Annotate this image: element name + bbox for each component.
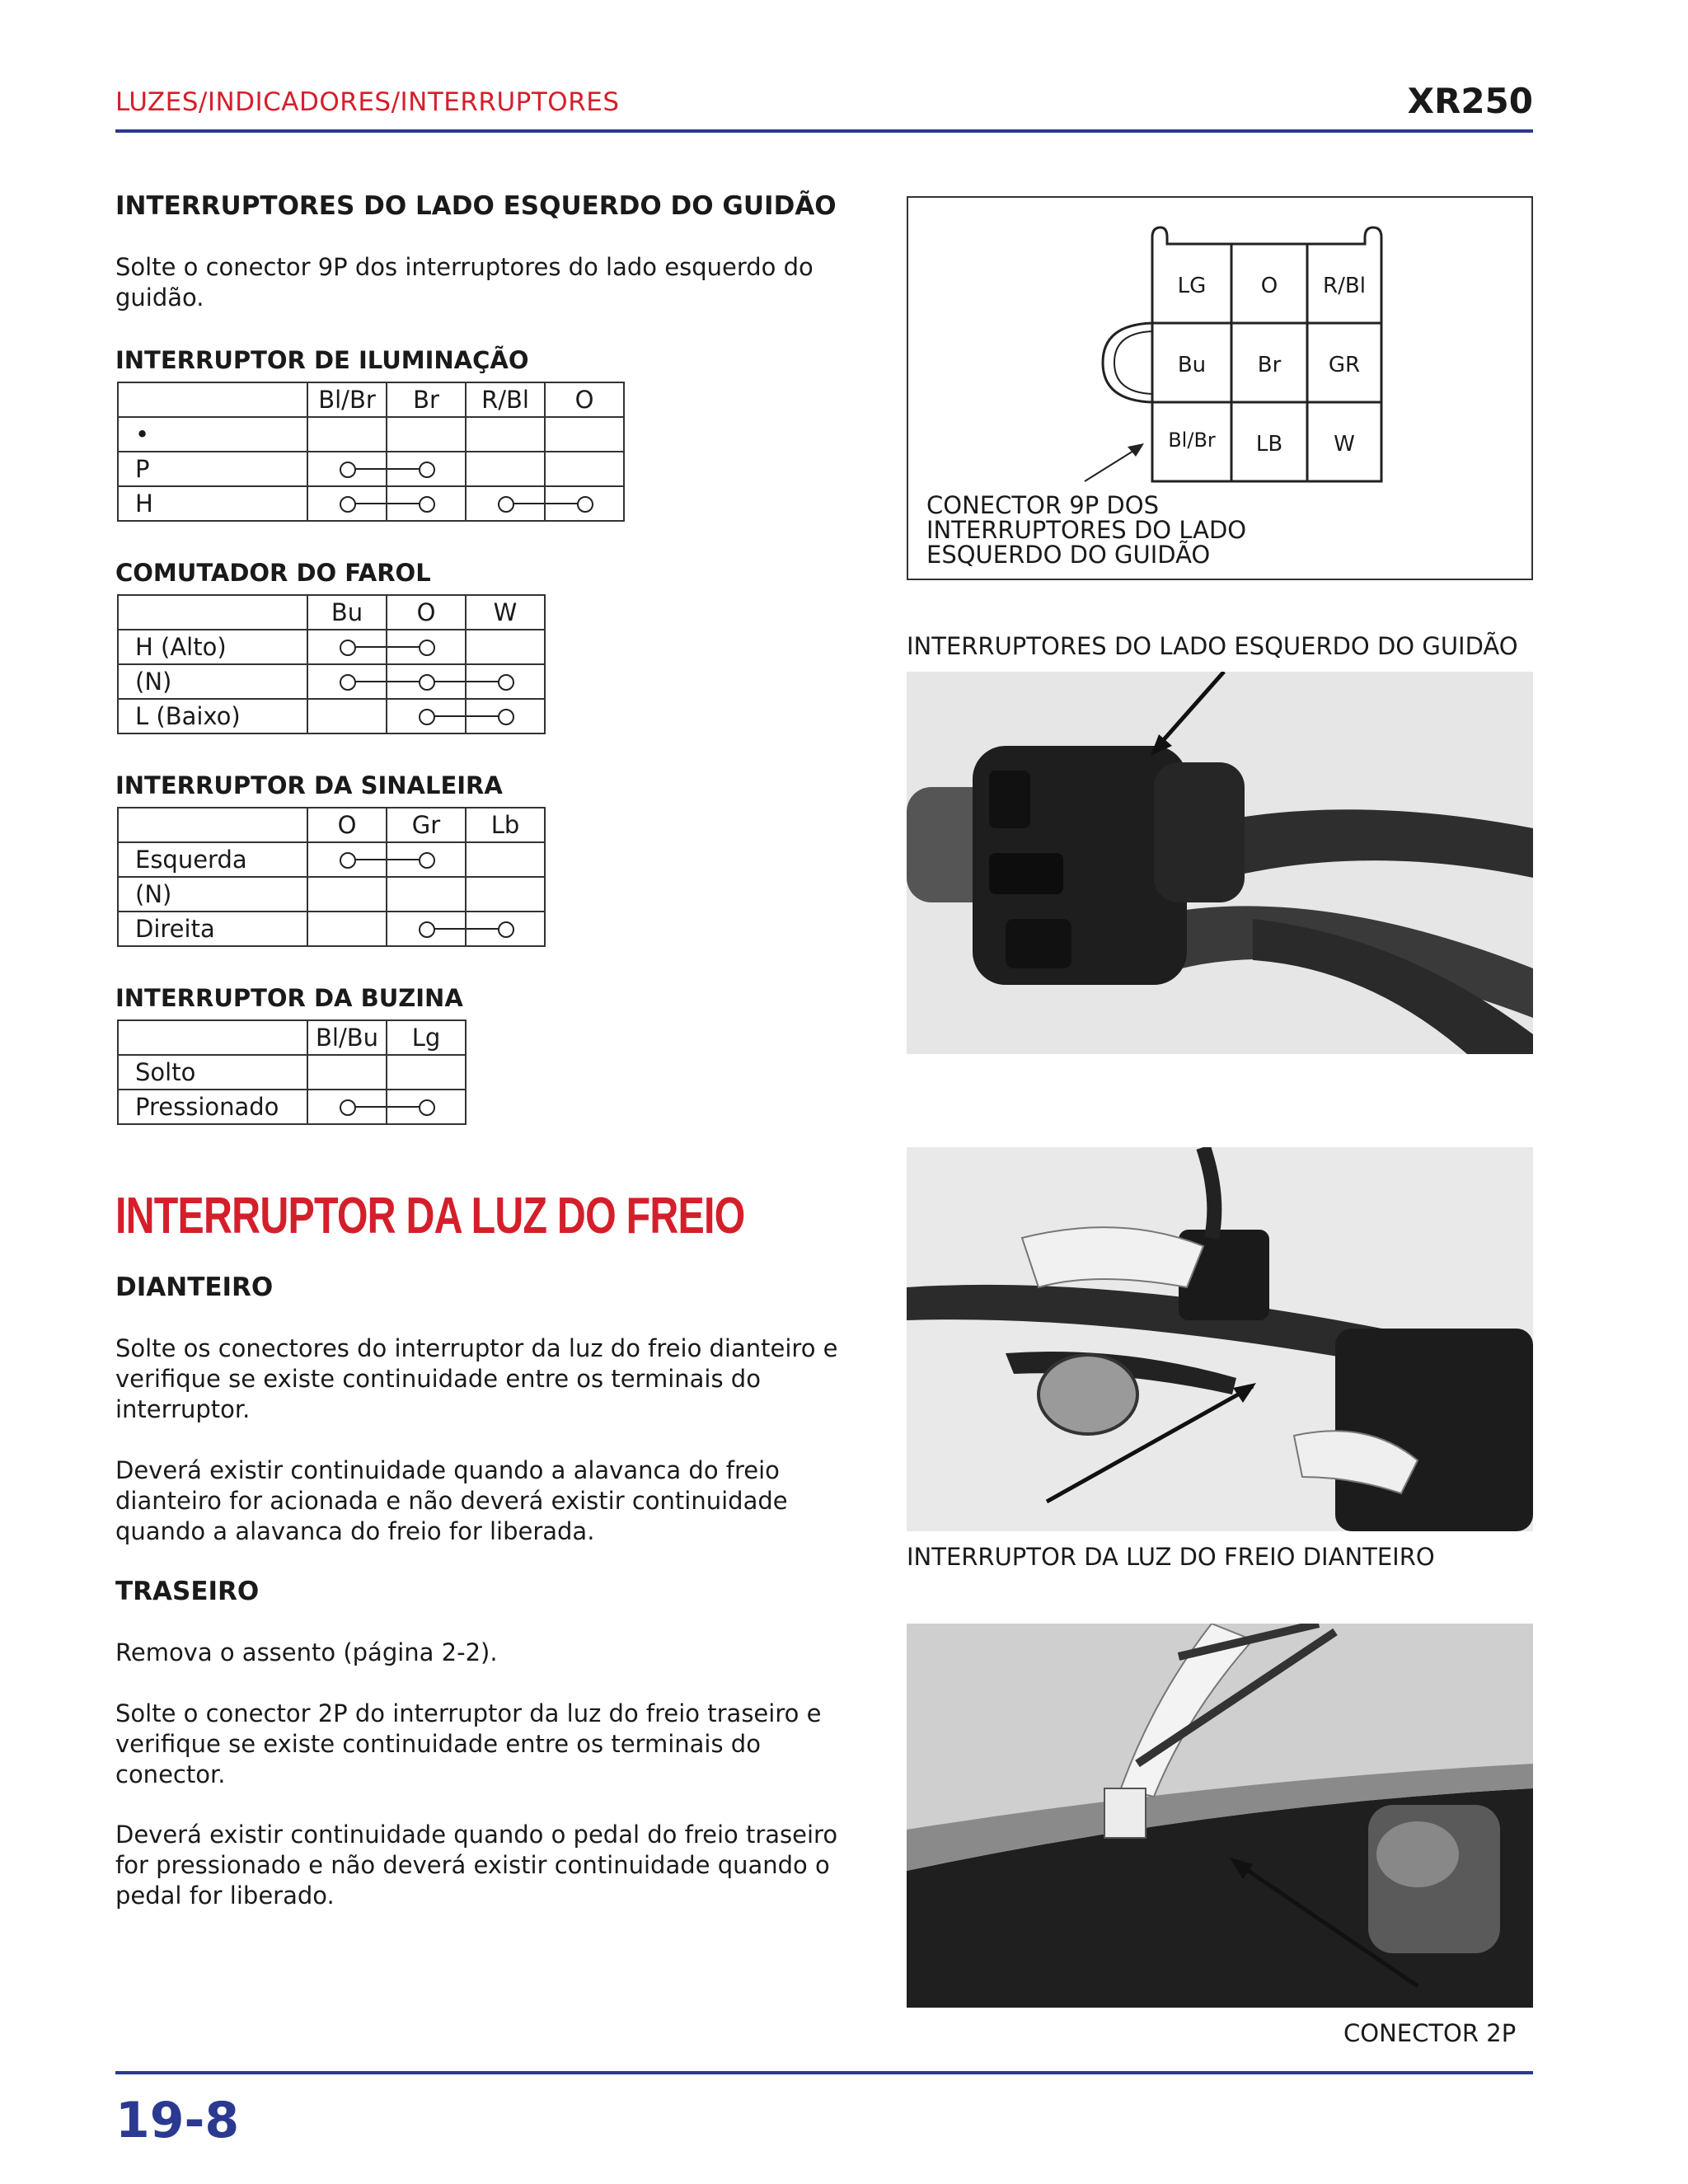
continuity-node <box>340 640 356 656</box>
handlebar-switches-photo <box>907 672 1533 1054</box>
continuity-cell <box>307 1090 387 1124</box>
continuity-cell <box>387 912 466 946</box>
continuity-cell <box>466 912 545 946</box>
continuity-node <box>419 709 435 725</box>
rear-brake-heading: TRASEIRO <box>115 1577 260 1606</box>
pin-label: Bu <box>1177 353 1207 377</box>
horn-switch-heading: INTERRUPTOR DA BUZINA <box>115 984 463 1012</box>
pin-label: Br <box>1257 353 1282 377</box>
connector-caption <box>926 493 1246 567</box>
connector-caption-line: ESQUERDO DO GUIDÃO <box>926 541 1211 569</box>
left-switches-heading: INTERRUPTORES DO LADO ESQUERDO DO GUIDÃO <box>115 191 837 221</box>
front-brake-paragraph-1: Solte os conectores do interruptor da luz do freio dianteiro e verifique se existe continuidade entre os terminais do interruptor. <box>115 1334 838 1423</box>
connector-caption-line: INTERRUPTORES DO LADO <box>926 516 1247 544</box>
row-label: H <box>118 486 307 521</box>
row-label: Esquerda <box>118 842 307 877</box>
turn-switch-heading: INTERRUPTOR DA SINALEIRA <box>115 771 503 799</box>
photo-caption: CONECTOR 2P <box>1343 2019 1517 2047</box>
column-header: Bu <box>307 595 387 630</box>
rear-brake-connector-photo <box>907 1624 1533 2008</box>
pin-label: R/Bl <box>1323 274 1366 298</box>
model-name: XR250 <box>1407 81 1533 121</box>
rear-brake-connector-illustration <box>907 1624 1533 2008</box>
front-brake-heading: DIANTEIRO <box>115 1272 274 1302</box>
row-label: Solto <box>118 1055 307 1090</box>
pin-label: O <box>1260 274 1278 298</box>
page-number: 19-8 <box>115 2092 240 2149</box>
pin-label: GR <box>1328 353 1361 377</box>
continuity-cell <box>387 1090 466 1124</box>
column-header: Gr <box>387 808 466 842</box>
pin-label: LB <box>1255 432 1283 457</box>
row-label: L (Baixo) <box>118 699 307 733</box>
continuity-cell <box>307 664 387 699</box>
table-corner <box>118 1020 307 1055</box>
rear-brake-paragraph-2: Solte o conector 2P do interruptor da luz do freio traseiro e verifique se existe continuidade entre os terminais do conector. <box>115 1699 822 1788</box>
row-label: H (Alto) <box>118 630 307 664</box>
handlebar-switches-illustration <box>907 672 1533 1054</box>
column-header: R/Bl <box>466 382 545 417</box>
row-label: P <box>118 452 307 486</box>
horn-switch-table <box>117 1019 467 1125</box>
continuity-node <box>340 852 356 869</box>
column-header: Lb <box>466 808 545 842</box>
continuity-node <box>340 462 356 478</box>
continuity-node <box>419 921 435 938</box>
column-header: Bl/Br <box>307 382 387 417</box>
continuity-cell <box>387 664 466 699</box>
row-label: • <box>118 417 307 452</box>
continuity-cell <box>545 486 624 521</box>
continuity-cell <box>307 452 387 486</box>
continuity-node <box>419 496 435 513</box>
column-header: O <box>307 808 387 842</box>
pin-label: Bl/Br <box>1168 429 1216 452</box>
brake-switch-title: INTERRUPTOR DA LUZ DO FREIO <box>115 1188 745 1244</box>
continuity-cell <box>387 486 466 521</box>
table-corner <box>118 382 307 417</box>
continuity-node <box>340 674 356 691</box>
continuity-node <box>340 496 356 513</box>
continuity-node <box>498 921 514 938</box>
continuity-cell <box>387 842 466 877</box>
column-header: Br <box>387 382 466 417</box>
continuity-node <box>419 462 435 478</box>
photo-caption: INTERRUPTORES DO LADO ESQUERDO DO GUIDÃO <box>907 632 1518 660</box>
continuity-node <box>498 674 514 691</box>
header-rule <box>115 129 1533 133</box>
connector-caption-line: CONECTOR 9P DOS <box>926 491 1159 519</box>
continuity-cell <box>466 664 545 699</box>
lighting-switch-heading: INTERRUPTOR DE ILUMINAÇÃO <box>115 346 529 374</box>
left-switches-intro: Solte o conector 9P dos interruptores do lado esquerdo do guidão. <box>115 253 814 312</box>
rear-brake-paragraph-3: Deverá existir continuidade quando o pedal do freio traseiro for pressionado e não deverá existir continuidade quando o pedal for liberado. <box>115 1821 838 1910</box>
pin-label: LG <box>1177 274 1207 298</box>
continuity-cell <box>387 699 466 733</box>
continuity-node <box>419 674 435 691</box>
row-label: Direita <box>118 912 307 946</box>
continuity-cell <box>387 452 466 486</box>
column-header: Lg <box>387 1020 466 1055</box>
row-label: (N) <box>118 877 307 912</box>
continuity-cell <box>466 699 545 733</box>
front-brake-switch-illustration <box>907 1147 1533 1531</box>
continuity-node <box>419 1099 435 1116</box>
continuity-node <box>498 496 514 513</box>
continuity-cell <box>387 630 466 664</box>
column-header: O <box>545 382 624 417</box>
continuity-cell <box>307 630 387 664</box>
column-header: Bl/Bu <box>307 1020 387 1055</box>
continuity-node <box>340 1099 356 1116</box>
rear-brake-paragraph-1: Remova o assento (página 2-2). <box>115 1638 498 1666</box>
dimmer-switch-table <box>117 594 546 734</box>
pin-label: W <box>1334 432 1355 457</box>
table-corner <box>118 595 307 630</box>
front-brake-paragraph-2: Deverá existir continuidade quando a alavanca do freio dianteiro for acionada e não deverá existir continuidade quando a alavanca do freio for liberada. <box>115 1456 788 1545</box>
row-label: Pressionado <box>118 1090 307 1124</box>
photo-caption: INTERRUPTOR DA LUZ DO FREIO DIANTEIRO <box>907 1543 1435 1571</box>
section-title: LUZES/INDICADORES/INTERRUPTORES <box>115 87 620 117</box>
footer-rule <box>115 2071 1533 2074</box>
turn-switch-table <box>117 807 546 947</box>
column-header: O <box>387 595 466 630</box>
continuity-cell <box>466 486 545 521</box>
column-header: W <box>466 595 545 630</box>
continuity-cell <box>307 842 387 877</box>
row-label: (N) <box>118 664 307 699</box>
continuity-node <box>419 640 435 656</box>
lighting-switch-table <box>117 382 625 522</box>
dimmer-switch-heading: COMUTADOR DO FAROL <box>115 559 431 587</box>
table-corner <box>118 808 307 842</box>
front-brake-switch-photo <box>907 1147 1533 1531</box>
continuity-cell <box>307 486 387 521</box>
connector-9p-diagram <box>907 196 1533 580</box>
continuity-node <box>419 852 435 869</box>
continuity-node <box>498 709 514 725</box>
continuity-node <box>577 496 593 513</box>
